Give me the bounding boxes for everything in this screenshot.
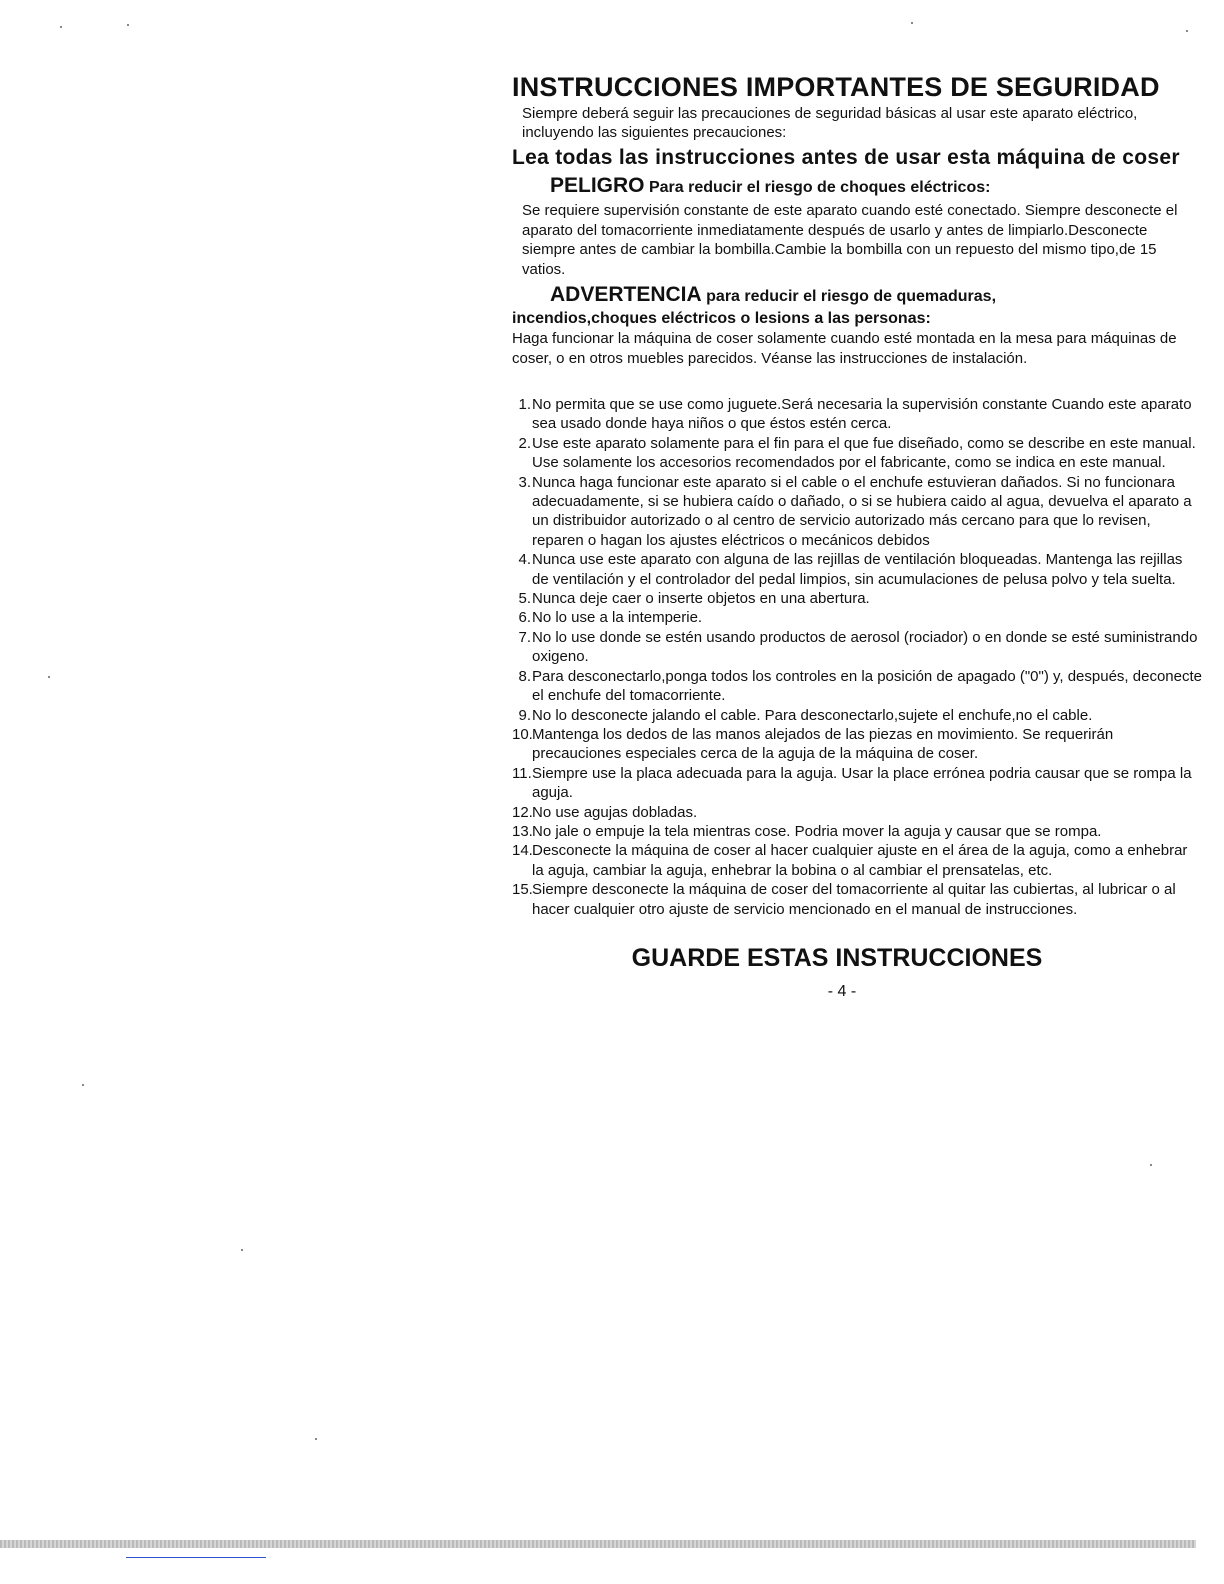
list-item — [512, 608, 1202, 627]
list-item-text: No lo use a la intemperie. — [532, 609, 703, 627]
list-item — [512, 473, 1202, 551]
list-item-number: 7. — [518, 628, 531, 646]
warning-heading-text-2: incendios,choques eléctricos o lesions a las personas: — [512, 310, 931, 327]
list-item-number: 13. — [512, 822, 533, 840]
list-item-number: 8. — [518, 667, 531, 685]
list-item-number: 4. — [518, 551, 531, 569]
list-item-text: No lo use donde se estén usando productos de aerosol (rociador) o en donde se esté suministrando oxigeno. — [532, 628, 1198, 666]
list-item — [512, 550, 1202, 589]
blue-rule — [126, 1557, 266, 1558]
list-item-number: 3. — [518, 473, 531, 491]
list-item — [512, 628, 1202, 667]
list-item-text: Para desconectarlo,ponga todos los controles en la posición de apagado ("0") y, después, deconecte el enchufe del tomacorriente. — [532, 667, 1202, 705]
list-item — [512, 434, 1202, 473]
list-item — [512, 667, 1202, 706]
list-item-number: 6. — [518, 609, 531, 627]
list-item-number: 5. — [518, 590, 531, 608]
list-item-text: Use este aparato solamente para el fin para el que fue diseñado, como se describe en este manual. Use solamente los accesorios recomendados por el fabricante, como se indica en este manual. — [532, 434, 1196, 472]
list-item-text: Desconecte la máquina de coser al hacer cualquier ajuste en el área de la aguja, como a enhebrar la aguja, cambiar la aguja, enhebrar la bobina o al cambiar el prensatelas, etc. — [532, 842, 1188, 879]
scan-speck — [1186, 30, 1188, 32]
list-item-text: Siempre desconecte la máquina de coser del tomacorriente al quitar las cubiertas, al lubricar o al hacer cualquier otro ajuste de servicio mencionado en el manual de instrucciones. — [532, 881, 1176, 918]
list-item — [512, 725, 1202, 764]
list-item — [512, 395, 1202, 434]
safety-list — [512, 395, 1202, 919]
list-item-number: 1. — [518, 396, 531, 413]
danger-heading — [550, 173, 1202, 201]
list-item — [512, 706, 1202, 725]
warning-heading-text-1: para reducir el riesgo de quemaduras, — [706, 288, 997, 305]
scan-speck — [82, 1084, 84, 1086]
document-column — [512, 70, 1202, 1004]
scan-speck — [48, 676, 50, 678]
list-item-text: Nunca deje caer o inserte objetos en una abertura. — [532, 590, 870, 608]
list-item-number: 15. — [512, 881, 533, 899]
list-item-number: 14. — [512, 842, 533, 860]
warning-heading — [550, 283, 1202, 309]
list-item-text: Siempre use la placa adecuada para la aguja. Usar la place errónea podria causar que se rompa la aguja. — [532, 764, 1192, 802]
list-item — [512, 822, 1202, 841]
list-item-text: Nunca use este aparato con alguna de las rejillas de ventilación bloqueadas. Mantenga las rejillas de ventilación y el controlador del pedal limpios, sin acumulaciones de pelusa polvo y tela suelta. — [532, 551, 1183, 588]
list-item-number: 2. — [518, 434, 531, 452]
scan-speck — [911, 22, 913, 24]
scan-speck — [315, 1438, 317, 1440]
scan-speck — [60, 26, 62, 28]
footer-title: GUARDE ESTAS INSTRUCCIONES — [631, 943, 1043, 972]
scan-edge-band — [0, 1540, 1196, 1548]
list-item — [512, 880, 1202, 919]
danger-heading-text: Para reducir el riesgo de choques eléctricos: — [648, 179, 991, 196]
scan-speck — [241, 1249, 243, 1251]
intro-text: Siempre deberá seguir las precauciones de seguridad básicas al usar este aparato eléctrico, incluyendo las siguientes precauciones: — [522, 105, 1138, 141]
list-item-number: 11. — [512, 764, 532, 782]
list-item-text: No jale o empuje la tela mientras cose. Podria mover la aguja y causar que se rompa. — [532, 822, 1102, 840]
list-item — [512, 589, 1202, 608]
subtitle: Lea todas las instrucciones antes de usar esta máquina de coser — [512, 146, 1180, 169]
list-item-text: Mantenga los dedos de las manos alejados de las piezas en movimiento. Se requerirán precauciones especiales cerca de la aguja de la máquina de coser. — [532, 725, 1114, 763]
page-title: INSTRUCCIONES IMPORTANTES DE SEGURIDAD — [512, 72, 1160, 102]
list-item-number: 9. — [518, 706, 531, 724]
page-number: - 4 - — [827, 982, 857, 1000]
list-item-text: No use agujas dobladas. — [532, 803, 698, 821]
list-item — [512, 803, 1202, 822]
danger-label: PELIGRO — [550, 174, 645, 197]
warning-label: ADVERTENCIA — [550, 283, 702, 306]
list-item-number: 10. — [512, 725, 533, 743]
list-item-number: 12. — [512, 803, 533, 821]
list-item — [512, 841, 1202, 880]
list-item-text: Nunca haga funcionar este aparato si el cable o el enchufe estuvieran dañados. Si no funcionara adecuadamente, si se hubiera caído o dañado, o si se hubiera caido al agua, devuelva el aparato a un distribuidor autorizado o al centro de servicio autorizado más cercano para que lo revisen, reparen o hagan los ajustes eléctricos o mecánicos debidos — [532, 473, 1192, 549]
danger-body: Se requiere supervisión constante de este aparato cuando esté conectado. Siempre desconecte el aparato del tomacorriente inmediatamente después de usarlo y antes de limpiarlo.Desconecte siempre antes de cambiar la bombilla.Cambie la bombilla con un repuesto del mismo tipo,de 15 vatios. — [522, 202, 1178, 278]
scan-speck — [127, 24, 129, 26]
list-item-text: No permita que se use como juguete.Será necesaria la supervisión constante Cuando este aparato sea usado donde haya niños o que éstos estén cerca. — [532, 396, 1192, 433]
list-item-text: No lo desconecte jalando el cable. Para desconectarlo,sujete el enchufe,no el cable. — [532, 706, 1093, 724]
list-item — [512, 764, 1202, 803]
scan-speck — [1150, 1164, 1152, 1166]
warning-body: Haga funcionar la máquina de coser solamente cuando esté montada en la mesa para máquinas de coser, o en otros muebles parecidos. Véanse las instrucciones de instalación. — [512, 330, 1177, 367]
